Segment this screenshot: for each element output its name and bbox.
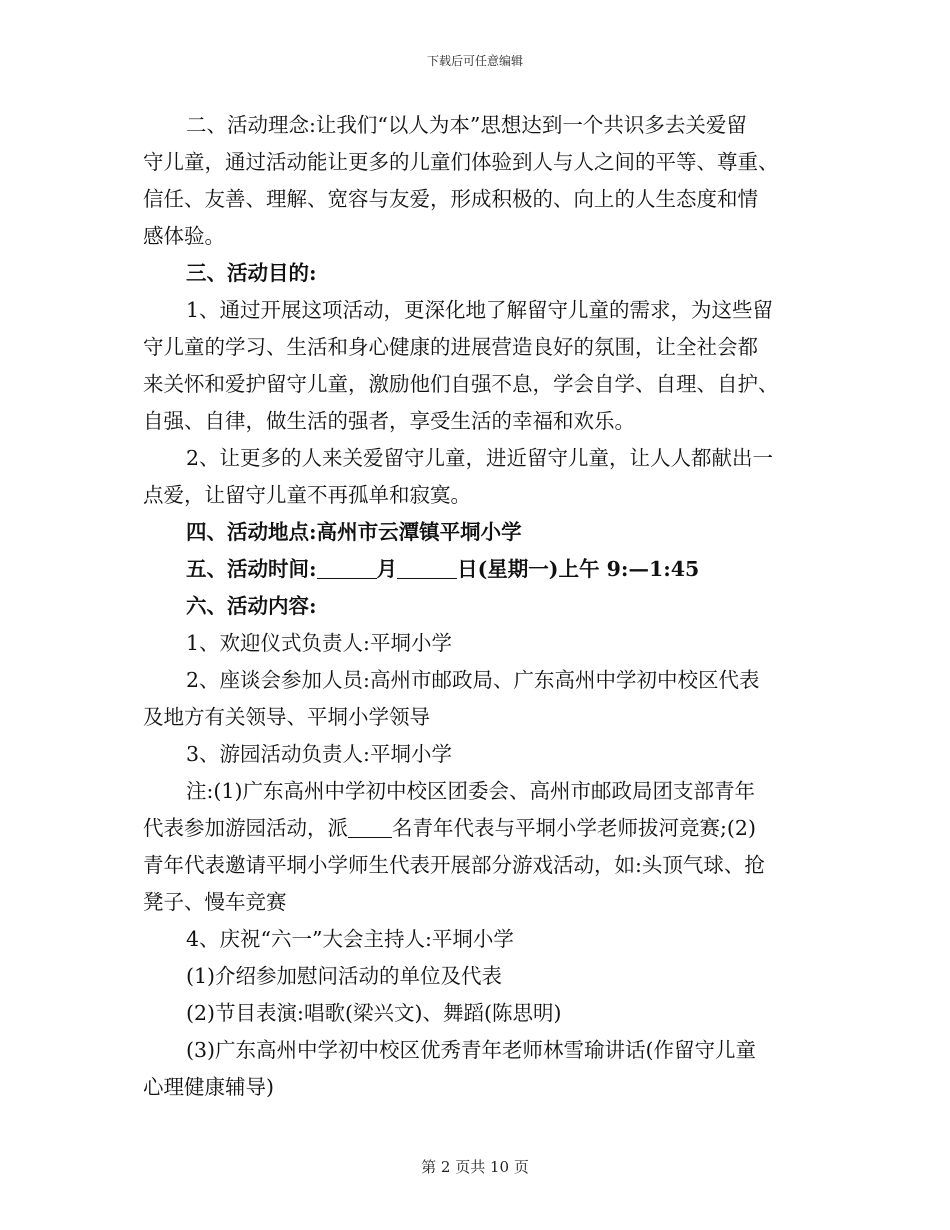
text-line: (3)广东高州中学初中校区优秀青年老师林雪瑜讲话(作留守儿童 [186,1038,757,1062]
text-line: 信任、友善、理解、宽容与友爱，形成积极的、向上的人生态度和情 [143,187,758,211]
time-label: 五、活动时间: [186,557,317,581]
text-line: 自强、自律，做生活的强者，享受生活的幸福和欢乐。 [143,409,635,433]
text-line: 凳子、慢车竞赛 [143,890,287,914]
text-line: 1、通过开展这项活动，更深化地了解留守儿童的需求，为这些留 [186,298,774,322]
text-line: 来关怀和爱护留守儿童，激励他们自强不息，学会自学、自理、自护、 [143,372,779,396]
text-line: 及地方有关领导、平垌小学领导 [143,705,430,729]
blank-field [317,556,377,579]
month-label: 月 [376,557,398,581]
section-heading: 三、活动目的: [186,261,317,285]
text-line [143,810,813,847]
text-line: 2、让更多的人来关爱留守儿童，进近留守儿童，让人人都献出一 [186,446,774,470]
page-header: 下载后可任意编辑 [426,54,523,68]
text-line: 4、庆祝“六一”大会主持人:平垌小学 [186,927,514,951]
text-line: 1、欢迎仪式负责人:平垌小学 [186,631,452,655]
text-line: 点爱，让留守儿童不再孤单和寂寞。 [143,483,471,507]
text-line: 3、游园活动负责人:平垌小学 [186,742,452,766]
text-line: 青年代表邀请平垌小学师生代表开展部分游戏活动，如:头顶气球、抢 [143,853,765,877]
text-line: 心理健康辅导) [143,1075,274,1099]
text-line: (2)节目表演:唱歌(梁兴文)、舞蹈(陈思明) [186,1001,562,1025]
text-line: 守儿童，通过活动能让更多的儿童们体验到人与人之间的平等、尊重、 [143,150,779,174]
section-heading [143,551,813,588]
text-segment: 代表参加游园活动，派 [143,816,348,840]
blank-field [397,556,457,579]
text-line: 2、座谈会参加人员:高州市邮政局、广东高州中学初中校区代表 [186,668,760,692]
section-heading: 四、活动地点:高州市云潭镇平垌小学 [186,520,522,544]
text-line: 二、活动理念:让我们“以人为本”思想达到一个共识多去关爱留 [186,113,747,137]
section-heading: 六、活动内容: [186,594,317,618]
text-segment: 名青年代表与平垌小学老师拔河竞赛;(2) [392,816,756,840]
text-line: 注:(1)广东高州中学初中校区团委会、高州市邮政局团支部青年 [186,779,755,803]
blank-field [348,815,392,838]
page-footer: 第 2 页共 10 页 [421,1158,529,1176]
text-line: (1)介绍参加慰问活动的单位及代表 [186,964,503,988]
text-line: 感体验。 [143,224,225,248]
day-label: 日(星期一)上午 9:—1:45 [457,557,700,581]
text-line: 守儿童的学习、生活和身心健康的进展营造良好的氛围，让全社会都 [143,335,758,359]
document-body [143,107,813,1106]
